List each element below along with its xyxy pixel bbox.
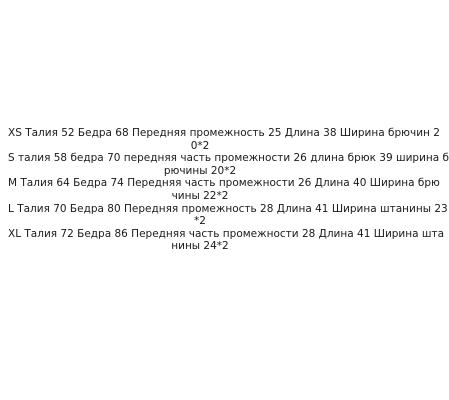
size-row-line: *2 (194, 215, 206, 228)
size-row-m (8, 177, 440, 202)
size-row-xl (8, 227, 445, 253)
size-row-line: XS Талия 52 Бедра 68 Передняя промежность 25 Длина 38 Ширина брючин 2 (8, 127, 440, 139)
size-row-l (8, 202, 448, 228)
size-row-xs (8, 127, 440, 152)
size-row-line: M Талия 64 Бедра 74 Передняя часть промежности 26 Длина 40 Ширина брю (8, 177, 440, 190)
size-row-line: нины 24*2 (171, 240, 229, 253)
size-row-line: 0*2 (190, 139, 210, 152)
size-row-s (8, 152, 449, 177)
size-row-line: L Талия 70 Бедра 80 Передняя промежность 28 Длина 41 Ширина штанины 23 (8, 202, 448, 215)
size-row-line: рючины 20*2 (163, 164, 237, 177)
size-chart-text (0, 127, 449, 253)
size-row-line: XL Талия 72 Бедра 86 Передняя часть промежности 28 Длина 41 Ширина шта (8, 227, 445, 240)
size-row-line: S талия 58 бедра 70 передняя часть промежности 26 длина брюк 39 ширина б (8, 152, 449, 165)
size-row-line: чины 22*2 (171, 189, 229, 202)
